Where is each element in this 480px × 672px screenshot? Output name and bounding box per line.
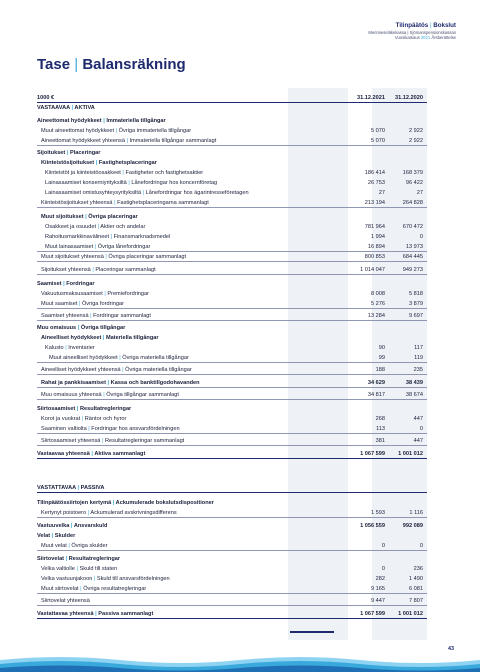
row-label-fi: Korot ja vuokrat xyxy=(41,416,81,422)
row-label-sv: Övriga materiella tillgångar xyxy=(125,367,192,373)
value-2021: 99 xyxy=(378,355,385,361)
row-label: Muut velat | Övriga skulder xyxy=(41,543,108,549)
table-row xyxy=(37,279,427,289)
row-label-sv: Skuld till staten xyxy=(79,566,118,572)
row-label-sv: Övriga tillgångar sammanlagt xyxy=(106,392,179,398)
row-label-fi: Rahat ja pankkisaamiset xyxy=(41,380,106,386)
row-label-sv: Fastighetsplaceringar xyxy=(98,160,157,166)
value-2021: 800 853 xyxy=(364,254,385,260)
header-title-sv: Bokslut xyxy=(433,22,456,29)
column-header-2021: 31.12.2021 xyxy=(357,95,385,101)
row-label: Siirtosaamiset yhteensä | Resultatregleringar sammanlagt xyxy=(41,438,185,444)
value-2021: 213 194 xyxy=(364,200,385,206)
value-2021: 5 070 xyxy=(371,138,385,144)
row-label-sv: Ansvarskuld xyxy=(73,523,108,529)
value-2020: 38 674 xyxy=(405,392,423,398)
row-label-fi: Lainasaamiset omistusyhteysyrityksiltä xyxy=(45,190,142,196)
value-2020: 235 xyxy=(413,367,423,373)
row-label-fi: Siirtosaamiset xyxy=(37,406,76,412)
row-label-fi: Velat xyxy=(37,533,51,539)
row-label-fi: Muu omaisuus yhteensä xyxy=(41,392,102,398)
table-row xyxy=(37,212,427,222)
row-label-fi: Kalusto xyxy=(45,345,64,351)
row-label-sv: PASSIVA xyxy=(80,485,105,491)
value-2020: 2 922 xyxy=(409,138,423,144)
header-report-fi: Vuosikatsaus xyxy=(394,35,421,41)
unit-label: 1000 € xyxy=(37,95,55,101)
row-label-fi: Rahoitusmarkkinavälineet xyxy=(45,234,110,240)
row-label-fi: Muut sijoitukset xyxy=(41,214,84,220)
value-2020: 27 xyxy=(416,190,423,196)
value-2020: 684 445 xyxy=(402,254,423,260)
row-label-fi: Muu omaisuus xyxy=(37,325,77,331)
row-label-sv: Ackumulerade bokslutsdispositioner xyxy=(115,500,214,506)
row-label: Sijoitukset | Placeringar xyxy=(37,150,101,156)
row-label-fi: Velka valtiolle xyxy=(41,566,75,572)
row-label-fi: Muut sijoitukset yhteensä xyxy=(41,254,104,260)
row-label-sv: Övriga skulder xyxy=(71,543,108,549)
value-2020: 1 001 012 xyxy=(398,611,423,617)
table-row xyxy=(37,574,427,584)
value-2020: 447 xyxy=(413,416,423,422)
row-label-fi: Saaminen valtiolta xyxy=(41,426,87,432)
row-label-fi: Aineettomat hyödykkeet yhteensä xyxy=(41,138,125,144)
table-row xyxy=(37,311,427,321)
row-label-fi: Muut lainasaamiset xyxy=(45,244,94,250)
value-2020: 1 116 xyxy=(409,510,423,516)
table-row xyxy=(37,148,427,158)
row-label-fi: Kiinteistösijoitukset xyxy=(41,160,95,166)
row-label-sv: Kassa och banktillgodohavanden xyxy=(110,380,200,386)
value-2021: 90 xyxy=(378,345,385,351)
row-label-sv: Resultatregleringar sammanlagt xyxy=(104,438,185,444)
row-label: Kiinteistöt ja kiinteistöosakkeet | Fastigheter och fastighetsaktier xyxy=(45,170,204,176)
value-2020: 96 422 xyxy=(405,180,423,186)
table-row xyxy=(37,508,427,518)
table-row xyxy=(37,178,427,188)
table-row xyxy=(37,252,427,262)
row-label-fi: Sijoitukset yhteensä xyxy=(41,267,91,273)
row-label-sv: Övriga resultatregleringar xyxy=(83,586,147,592)
table-row xyxy=(37,365,427,375)
table-row xyxy=(37,289,427,299)
value-2021: 1 067 599 xyxy=(360,611,385,617)
row-label: VASTAAVAA | AKTIVA xyxy=(37,105,95,111)
row-label: Vastattavaa yhteensä | Passiva sammanlagt xyxy=(37,611,154,617)
header-report xyxy=(368,35,456,40)
table-row xyxy=(37,232,427,242)
row-label-sv: Resultatregleringar xyxy=(79,406,132,412)
row-label: Osakkeet ja osuudet | Aktier och andelar xyxy=(45,224,146,230)
table-row xyxy=(37,299,427,309)
value-2020: 38 439 xyxy=(405,380,423,386)
row-label: Vakuutusmaksusaamiset | Premiefordringar xyxy=(41,291,150,297)
header-org: Merimieseläkekassa | Sjömanspensionskassan xyxy=(368,30,456,35)
table-row xyxy=(37,596,427,606)
table-row xyxy=(37,378,427,388)
value-2021: 188 xyxy=(375,367,385,373)
row-label: Aineettomat hyödykkeet yhteensä | Immateriella tillgångar sammanlagt xyxy=(41,138,217,144)
table-row xyxy=(37,136,427,146)
value-2020: 0 xyxy=(419,234,423,240)
row-label: Velat | Skulder xyxy=(37,533,76,539)
row-label: Muut siirtovelat | Övriga resultatregleringar xyxy=(41,586,147,592)
table-row xyxy=(37,222,427,232)
value-2021: 0 xyxy=(381,566,385,572)
value-2020: 949 273 xyxy=(402,267,423,273)
row-label: Muu omaisuus yhteensä | Övriga tillgångar sammanlagt xyxy=(41,392,179,398)
row-label-sv: Övriga immateriella tillgångar xyxy=(118,128,192,134)
value-2020: 1 001 012 xyxy=(398,451,423,457)
row-label-sv: Fordringar xyxy=(66,281,95,287)
header-title-fi: Tilinpäätös xyxy=(395,22,429,29)
row-label-fi: Muut siirtovelat xyxy=(41,586,79,592)
value-2021: 34 817 xyxy=(367,392,385,398)
row-label-sv: Materiella tillgångar xyxy=(106,335,159,341)
value-2021: 282 xyxy=(375,576,385,582)
table-row xyxy=(37,483,427,493)
value-2020: 1 490 xyxy=(409,576,423,582)
row-label-sv: Lånefordringar hos koncernföretag xyxy=(131,180,218,186)
row-label: Sijoitukset yhteensä | Placeringar sammanlagt xyxy=(41,267,156,273)
table-row xyxy=(37,541,427,551)
value-2020: 447 xyxy=(413,438,423,444)
row-label-sv: Övriga materiella tillgångar xyxy=(122,355,189,361)
row-label-fi: Osakkeet ja osuudet xyxy=(45,224,96,230)
value-2020: 9 697 xyxy=(409,313,423,319)
page-number: 43 xyxy=(448,646,454,652)
row-label-sv: Skulder xyxy=(54,533,76,539)
row-label xyxy=(41,596,90,606)
running-header xyxy=(368,22,456,40)
row-label: Kertynyt poistoero | Ackumulerad avskrivningsdifferens xyxy=(41,510,177,516)
header-title: Tilinpäätös | Bokslut xyxy=(395,22,456,29)
row-label: Siirtovelat | Resultatregleringar xyxy=(37,556,121,562)
row-label: Muut sijoitukset | Övriga placeringar xyxy=(41,214,138,220)
row-label-sv: Fastigheter och fastighetsaktier xyxy=(125,170,204,176)
value-2021: 5 070 xyxy=(371,128,385,134)
value-2021: 1 994 xyxy=(371,234,385,240)
row-label-sv: Immateriella tillgångar sammanlagt xyxy=(129,138,217,144)
row-label: Muut aineelliset hyödykkeet | Övriga materiella tillgångar xyxy=(49,355,189,361)
value-2020: 3 879 xyxy=(409,301,423,307)
table-row xyxy=(37,353,427,363)
value-2021: 0 xyxy=(381,543,385,549)
column-header-2020: 31.12.2020 xyxy=(395,95,423,101)
row-label-fi: Aineelliset hyödykkeet xyxy=(41,335,102,341)
table-row xyxy=(37,188,427,198)
table-row xyxy=(37,390,427,400)
table-row xyxy=(37,436,427,446)
row-label: Aineelliset hyödykkeet | Materiella tillgångar xyxy=(41,335,159,341)
row-label: Lainasaamiset konserniyrityksiltä | Lånefordringar hos koncernföretag xyxy=(45,180,218,186)
row-label: Muu omaisuus | Övriga tillgångar xyxy=(37,325,126,331)
row-label-sv: Fordringar hos ansvarsfördelningen xyxy=(91,426,180,432)
row-label-sv: Finansmarknadsmedel xyxy=(113,234,171,240)
value-2021: 1 067 599 xyxy=(360,451,385,457)
table-row xyxy=(37,521,427,531)
table-row xyxy=(37,343,427,353)
value-2020: 7 807 xyxy=(409,598,423,604)
decorative-waves xyxy=(0,652,480,672)
row-label-sv: Passiva sammanlagt xyxy=(98,611,154,617)
value-2020: 2 922 xyxy=(409,128,423,134)
row-label: Aineelliset hyödykkeet yhteensä | Övriga materiella tillgångar xyxy=(41,367,192,373)
row-label-fi: Lainasaamiset konserniyrityksiltä xyxy=(45,180,127,186)
row-label-sv: Lånefordringar hos ägarintresseföretagen xyxy=(145,190,249,196)
value-2020: 13 973 xyxy=(405,244,423,250)
row-label-fi: Sijoitukset xyxy=(37,150,66,156)
row-label: Korot ja vuokrat | Räntor och hyror xyxy=(41,416,127,422)
table-row xyxy=(37,323,427,333)
total-underline xyxy=(290,631,334,633)
table-row xyxy=(37,564,427,574)
row-label-fi: Muut saamiset xyxy=(41,301,78,307)
row-label: Muut aineettomat hyödykkeet | Övriga immateriella tillgångar xyxy=(41,128,192,134)
row-label: Aineettomat hyödykkeet | Immateriella tillgångar xyxy=(37,118,166,124)
row-label-fi: Muut aineelliset hyödykkeet xyxy=(49,355,118,361)
row-label-sv: Immateriella tillgångar xyxy=(106,118,166,124)
row-label-sv: Övriga tillgångar xyxy=(80,325,126,331)
value-2021: 8 008 xyxy=(371,291,385,297)
value-2021: 9 447 xyxy=(371,598,385,604)
row-label-sv: Övriga placeringar sammanlagt xyxy=(108,254,187,260)
row-label: Tilinpäätössiirtojen kertymä | Ackumulerade bokslutsdispositioner xyxy=(37,500,214,506)
row-label-sv: Premiefordringar xyxy=(107,291,150,297)
row-label: VASTATTAVAA | PASSIVA xyxy=(37,485,105,491)
row-label: Muut sijoitukset yhteensä | Övriga placeringar sammanlagt xyxy=(41,254,187,260)
row-label-fi: Siirtovelat xyxy=(37,556,65,562)
table-row xyxy=(37,554,427,564)
table-row xyxy=(37,158,427,168)
row-label: Kiinteistösijoitukset | Fastighetsplaceringar xyxy=(41,160,157,166)
row-label-sv: Ackumulerad avskrivningsdifferens xyxy=(90,510,177,516)
value-2021: 1 056 559 xyxy=(360,523,385,529)
row-label-sv: Övriga fordringar xyxy=(81,301,124,307)
row-label: Kiinteistösijoitukset yhteensä | Fastighetsplaceringarna sammanlagt xyxy=(41,200,209,206)
table-header-row xyxy=(37,93,427,103)
row-label-sv: Skuld till ansvarsfördelningen xyxy=(96,576,170,582)
header-report-year: 2021 xyxy=(420,35,431,41)
row-label-fi: Vastattavaa yhteensä xyxy=(37,611,94,617)
page-title-sv: Balansräkning xyxy=(82,56,186,73)
value-2020: 0 xyxy=(419,543,423,549)
row-label-fi: Velka vastuunjakoon xyxy=(41,576,93,582)
page-title-fi: Tase xyxy=(37,56,71,73)
row-label-fi: Vastaavaa yhteensä xyxy=(37,451,90,457)
value-2021: 26 753 xyxy=(367,180,385,186)
table-row xyxy=(37,584,427,594)
value-2020: 236 xyxy=(413,566,423,572)
row-label-fi: Aineelliset hyödykkeet yhteensä xyxy=(41,367,121,373)
row-label-fi: Siirtosaamiset yhteensä xyxy=(41,438,101,444)
value-2020: 119 xyxy=(414,355,423,361)
row-label-fi: Muut velat xyxy=(41,543,67,549)
value-2021: 16 894 xyxy=(367,244,385,250)
value-2020: 992 089 xyxy=(402,523,423,529)
table-row xyxy=(37,103,427,113)
row-label: Rahoitusmarkkinavälineet | Finansmarknadsmedel xyxy=(45,234,171,240)
row-label-fi: Vakuutusmaksusaamiset xyxy=(41,291,103,297)
row-label: Vastuuvelka | Ansvarskuld xyxy=(37,523,108,529)
row-label: Velka vastuunjakoon | Skuld till ansvarsfördelningen xyxy=(41,576,170,582)
row-label-fi: Tilinpäätössiirtojen kertymä xyxy=(37,500,112,506)
value-2021: 1 593 xyxy=(371,510,385,516)
row-label: Muut saamiset | Övriga fordringar xyxy=(41,301,124,307)
value-2020: 5 818 xyxy=(409,291,423,297)
balance-sheet-table xyxy=(37,93,427,619)
row-label-fi: Kiinteistösijoitukset yhteensä xyxy=(41,200,113,206)
row-label-fi: Aineettomat hyödykkeet xyxy=(37,118,102,124)
table-row xyxy=(37,531,427,541)
row-label-fi: VASTATTAVAA xyxy=(37,485,76,491)
value-2021: 186 414 xyxy=(364,170,385,176)
value-2020: 6 081 xyxy=(409,586,423,592)
row-label-fi: Saamiset yhteensä xyxy=(41,313,89,319)
table-row xyxy=(37,265,427,275)
table-row xyxy=(37,609,427,619)
row-label: Lainasaamiset omistusyhteysyrityksiltä | Lånefordringar hos ägarintresseföretagen xyxy=(45,190,249,196)
header-report-sv: Årsberättelse xyxy=(430,35,456,41)
row-label: Velka valtiolle | Skuld till staten xyxy=(41,566,118,572)
value-2021: 13 284 xyxy=(367,313,385,319)
table-row xyxy=(37,449,427,459)
value-2021: 113 xyxy=(376,426,385,432)
table-row xyxy=(37,404,427,414)
row-label-sv: AKTIVA xyxy=(74,105,95,111)
row-label-sv: Resultatregleringar xyxy=(68,556,121,562)
value-2021: 381 xyxy=(375,438,385,444)
value-2021: 268 xyxy=(375,416,385,422)
row-label: Saamiset | Fordringar xyxy=(37,281,95,287)
row-label: Muut lainasaamiset | Övriga lånefordringar xyxy=(45,244,151,250)
table-row xyxy=(37,333,427,343)
row-label-sv: Fastighetsplaceringarna sammanlagt xyxy=(117,200,209,206)
row-label-fi: Kertynyt poistoero xyxy=(41,510,87,516)
table-row xyxy=(37,498,427,508)
row-label-fi: Muut aineettomat hyödykkeet xyxy=(41,128,115,134)
row-label: Saamiset yhteensä | Fordringar sammanlagt xyxy=(41,313,151,319)
row-label-sv: Aktier och andelar xyxy=(100,224,146,230)
table-row xyxy=(37,116,427,126)
row-label: Siirtosaamiset | Resultatregleringar xyxy=(37,406,132,412)
value-2021: 9 165 xyxy=(371,586,385,592)
row-label-fi: Siirtovelat yhteensä xyxy=(41,598,90,604)
row-label-fi: Vastuuvelka xyxy=(37,523,70,529)
row-label: Vastaavaa yhteensä | Aktiva sammanlagt xyxy=(37,451,146,457)
value-2021: 34 629 xyxy=(367,380,385,386)
value-2020: 264 828 xyxy=(402,200,423,206)
page-title: Tase | Balansräkning xyxy=(37,56,186,73)
table-row xyxy=(37,198,427,208)
value-2020: 0 xyxy=(419,426,423,432)
value-2020: 168 379 xyxy=(402,170,423,176)
row-label-sv: Fordringar sammanlagt xyxy=(93,313,151,319)
table-row xyxy=(37,126,427,136)
value-2020: 670 472 xyxy=(402,224,423,230)
value-2020: 117 xyxy=(414,345,423,351)
row-label-sv: Placeringar xyxy=(69,150,101,156)
row-label-sv: Inventarier xyxy=(68,345,95,351)
row-label: Kalusto | Inventarier xyxy=(45,345,95,351)
row-label-fi: Saamiset xyxy=(37,281,62,287)
row-label-sv: Övriga placeringar xyxy=(88,214,138,220)
row-label-fi: Kiinteistöt ja kiinteistöosakkeet xyxy=(45,170,121,176)
row-label: Rahat ja pankkisaamiset | Kassa och banktillgodohavanden xyxy=(41,380,200,386)
row-label-sv: Övriga lånefordringar xyxy=(97,244,151,250)
row-label-fi: VASTAAVAA xyxy=(37,105,70,111)
table-row xyxy=(37,168,427,178)
value-2021: 5 276 xyxy=(371,301,385,307)
row-label-sv: Räntor och hyror xyxy=(84,416,127,422)
table-row xyxy=(37,242,427,252)
value-2021: 781 964 xyxy=(364,224,385,230)
row-label: Saaminen valtiolta | Fordringar hos ansvarsfördelningen xyxy=(41,426,180,432)
row-label-sv: Aktiva sammanlagt xyxy=(94,451,146,457)
table-row xyxy=(37,424,427,434)
value-2021: 1 014 047 xyxy=(360,267,385,273)
value-2021: 27 xyxy=(378,190,385,196)
row-label-sv: Placeringar sammanlagt xyxy=(95,267,156,273)
table-row xyxy=(37,414,427,424)
